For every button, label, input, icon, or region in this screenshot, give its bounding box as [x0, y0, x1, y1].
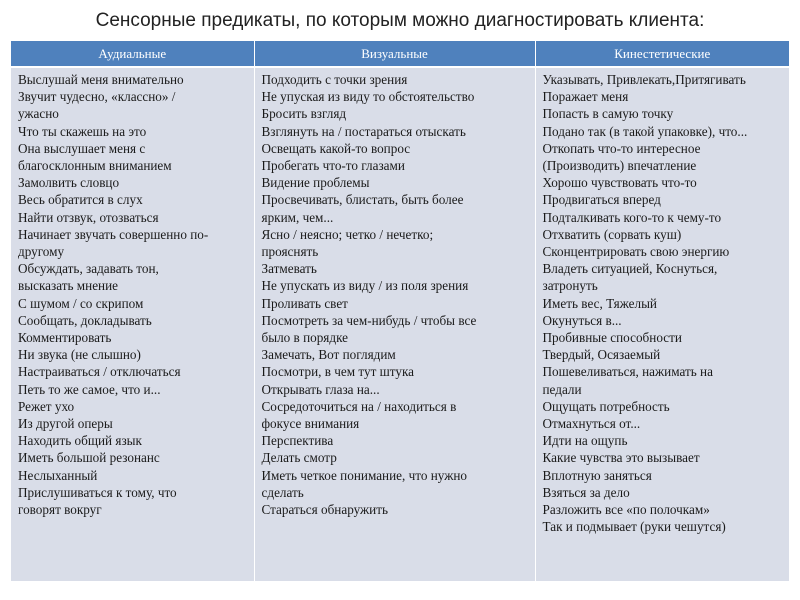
audial-predicate-line: благосклонным вниманием [18, 158, 172, 174]
kinesthetic-predicate-line: Отхватить (сорвать куш) [542, 226, 682, 242]
visual-predicate-line: было в порядке [261, 330, 349, 346]
visual-predicate-line: Пробегать что-то глазами [261, 158, 405, 174]
kinesthetic-predicate-line: Подталкивать кого-то к чему-то [542, 209, 722, 225]
audial-cell [11, 67, 254, 581]
audial-predicate-line: высказать мнение [18, 278, 119, 294]
kinesthetic-predicate-line: Подано так (в такой упаковке), что... [542, 123, 748, 139]
kinesthetic-predicate-line: Откопать что-то интересное [542, 140, 701, 156]
audial-predicate-line: Обсуждать, задавать тон, [18, 261, 159, 277]
audial-predicate-line: Она выслушает меня с [18, 140, 146, 156]
visual-predicate-line: Замечать, Вот поглядим [261, 347, 396, 363]
visual-predicate-line: Бросить взгляд [261, 106, 347, 122]
audial-predicate-line: Прислушиваться к тому, что [18, 484, 177, 500]
kinesthetic-predicate-line: Какие чувства это вызывает [542, 450, 700, 466]
visual-predicate-line: Иметь четкое понимание, что нужно [261, 467, 467, 483]
kinesthetic-predicate-line: Так и подмывает (руки чешутся) [542, 519, 726, 535]
visual-predicate-line: Стараться обнаружить [261, 502, 388, 518]
kinesthetic-predicate-line: Попасть в самую точку [542, 106, 674, 122]
kinesthetic-predicate-line: (Производить) впечатление [542, 158, 697, 174]
kinesthetic-predicate-line: Поражает меня [542, 89, 629, 105]
predicates-table [11, 41, 789, 581]
kinesthetic-predicate-line: Отмахнуться от... [542, 416, 641, 432]
column-header-kinesthetic: Кинестетические [535, 41, 789, 67]
audial-predicate-line: другому [18, 244, 65, 260]
visual-predicate-line: Подходить с точки зрения [261, 72, 408, 87]
visual-predicate-line: Посмотри, в чем тут штука [261, 364, 415, 380]
visual-predicate-line: Затмевать [261, 261, 317, 277]
visual-predicate-line: Не упуская из виду то обстоятельство [261, 89, 475, 105]
audial-predicate-line: Найти отзвук, отозваться [18, 209, 159, 225]
visual-predicate-line: Открывать глаза на... [261, 381, 380, 397]
audial-predicate-line: Комментировать [18, 330, 112, 346]
table-row [11, 67, 789, 581]
audial-predicate-line: Выслушай меня внимательно [18, 72, 184, 87]
column-header-audial: Аудиальные [11, 41, 254, 67]
audial-predicate-line: Настраиваться / отключаться [18, 364, 181, 380]
visual-predicate-line: Видение проблемы [261, 175, 370, 191]
kinesthetic-cell [535, 67, 789, 581]
audial-predicate-line: С шумом / со скрипом [18, 295, 144, 311]
visual-predicate-line: Проливать свет [261, 295, 348, 311]
visual-cell [254, 67, 535, 581]
audial-predicate-line: Начинает звучать совершенно по- [18, 226, 209, 242]
visual-predicate-line: Не упускать из виду / из поля зрения [261, 278, 469, 294]
audial-predicate-line: Находить общий язык [18, 433, 142, 449]
visual-predicate-line: Сосредоточиться на / находиться в [261, 398, 457, 414]
kinesthetic-predicate-line: Хорошо чувствовать что-то [542, 175, 697, 191]
kinesthetic-predicate-line: Твердый, Осязаемый [542, 347, 661, 363]
kinesthetic-predicate-line: Ощущать потребность [542, 398, 670, 414]
table-header-row [11, 41, 789, 67]
audial-predicate-line: Неслыханный [18, 467, 98, 483]
kinesthetic-predicate-line: Сконцентрировать свою энергию [542, 244, 730, 260]
visual-predicate-line: Ясно / неясно; четко / нечетко; [261, 226, 434, 242]
kinesthetic-predicate-line: Продвигаться вперед [542, 192, 661, 208]
kinesthetic-predicate-line: Иметь вес, Тяжелый [542, 295, 657, 311]
audial-predicate-line: говорят вокруг [18, 502, 102, 518]
audial-predicate-line: Режет ухо [18, 398, 75, 414]
kinesthetic-predicate-line: Владеть ситуацией, Коснуться, [542, 261, 718, 277]
audial-predicate-line: ужасно [18, 106, 59, 122]
visual-predicate-line: фокусе внимания [261, 416, 360, 432]
audial-predicate-line: Иметь большой резонанс [18, 450, 160, 466]
visual-predicate-line: Делать смотр [261, 450, 337, 466]
audial-predicate-line: Что ты скажешь на это [18, 123, 147, 139]
kinesthetic-predicate-line: затронуть [542, 278, 598, 294]
kinesthetic-predicate-line: педали [542, 381, 582, 397]
kinesthetic-predicate-line: Разложить все «по полочкам» [542, 502, 710, 518]
visual-predicate-line: Посмотреть за чем-нибудь / чтобы все [261, 312, 477, 328]
kinesthetic-predicate-line: Пошевеливаться, нажимать на [542, 364, 713, 380]
page-title: Сенсорные предикаты, по которым можно диагностировать клиента: [95, 10, 705, 31]
kinesthetic-predicate-line: Взяться за дело [542, 484, 630, 500]
kinesthetic-predicate-line: Указывать, Привлекать,Притягивать [542, 72, 746, 87]
audial-predicate-line: Из другой оперы [18, 416, 113, 432]
visual-predicate-line: Освещать какой-то вопрос [261, 140, 411, 156]
visual-predicate-line: ярким, чем... [261, 209, 334, 225]
audial-predicate-line: Петь то же самое, что и... [18, 381, 161, 397]
visual-predicate-line: прояснять [261, 244, 319, 260]
kinesthetic-predicate-line: Вплотную заняться [542, 467, 652, 483]
column-header-visual: Визуальные [254, 41, 535, 67]
audial-predicate-line: Звучит чудесно, «классно» / [18, 89, 176, 105]
kinesthetic-predicate-line: Идти на ощупь [542, 433, 628, 449]
audial-predicate-line: Замолвить словцо [18, 175, 120, 191]
visual-predicate-line: Взглянуть на / постараться отыскать [261, 123, 466, 139]
visual-predicate-line: Перспектива [261, 433, 334, 449]
visual-predicate-line: Просвечивать, блистать, быть более [261, 192, 464, 208]
visual-predicate-line: сделать [261, 484, 304, 500]
audial-predicate-line: Ни звука (не слышно) [18, 347, 141, 363]
kinesthetic-predicate-line: Окунуться в... [542, 312, 622, 328]
audial-predicate-line: Сообщать, докладывать [18, 312, 152, 328]
audial-predicate-line: Весь обратится в слух [18, 192, 143, 208]
kinesthetic-predicate-line: Пробивные способности [542, 330, 682, 346]
